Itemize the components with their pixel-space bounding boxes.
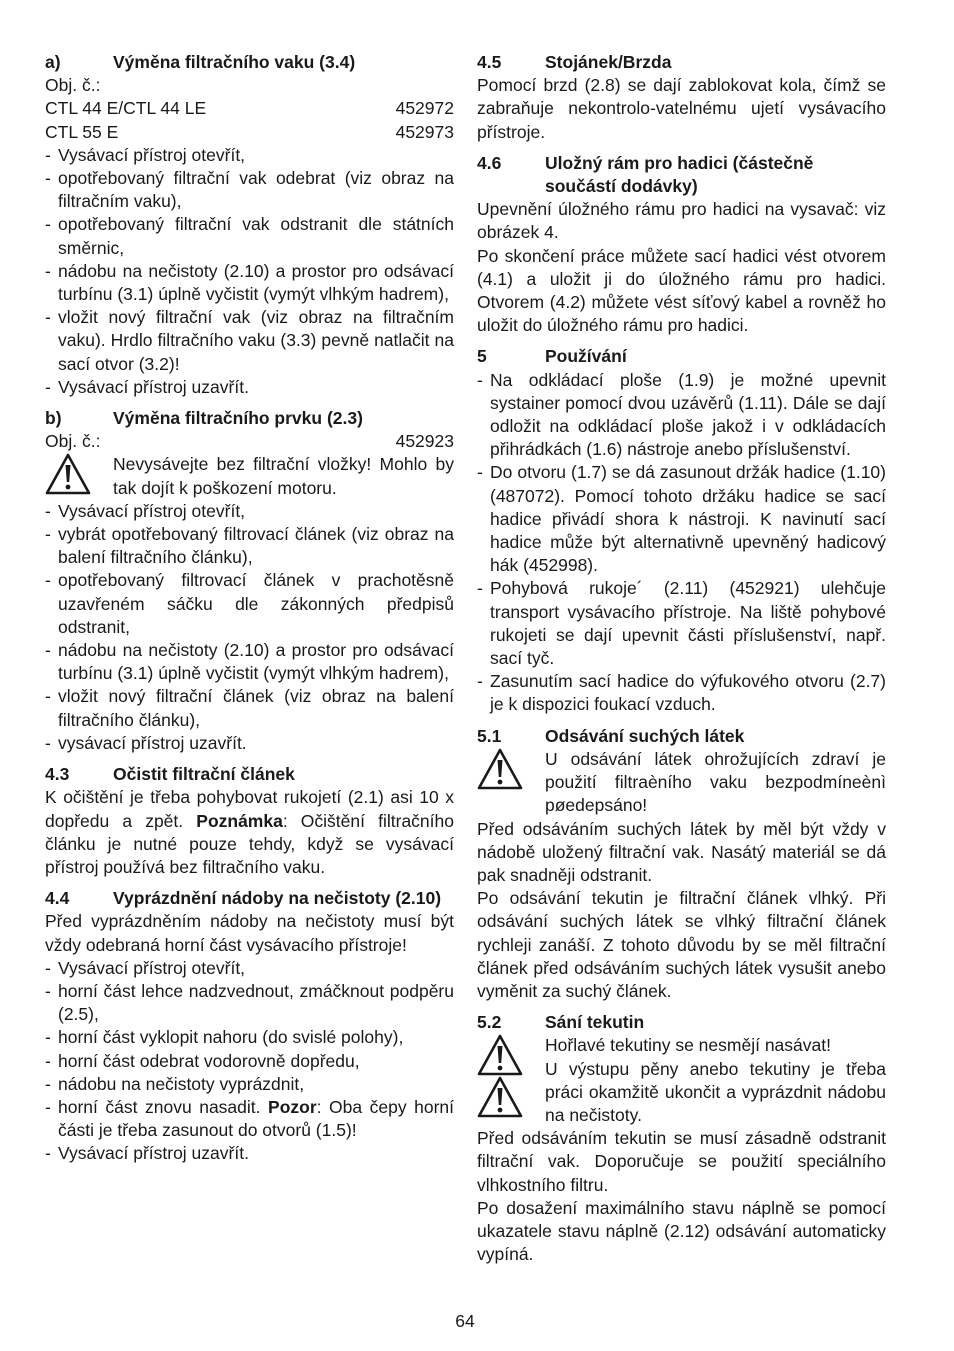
- section-4-6-heading: [477, 152, 886, 198]
- section-number: 4.6: [477, 152, 502, 173]
- order-code: 452972: [395, 98, 454, 119]
- section-number: 5.1: [477, 725, 502, 746]
- section-number: a): [45, 52, 61, 72]
- list-item: - vložit nový filtrační článek (viz obraz na balení filtračního článku),: [45, 685, 454, 731]
- list-item: - opotřebovaný filtrovací článek v prachotěsně uzavřeném sáčku dle zákonných předpisů odstranit,: [45, 569, 454, 639]
- list-item: - Na odkládací ploše (1.9) je možné upevnit systainer pomocí dvou uzávěrů (1.11). Dále se dají odložit na odkládací ploše jakož i v odkládacích přihrádkách (1.6) nástroje anebo příslušenství.: [477, 369, 886, 462]
- section-5-1-heading: [477, 725, 886, 748]
- order-row: [45, 97, 454, 120]
- warning-block: [477, 748, 886, 818]
- section-number: 5.2: [477, 1012, 502, 1033]
- section-b-heading: [45, 407, 454, 430]
- list-item: - vybrát opotřebovaný filtrovací článek (viz obraz na balení filtračního článku),: [45, 523, 454, 569]
- list-item: - Zasunutím sací hadice do výfukového otvoru (2.7) je k dispozici foukací vzduch.: [477, 670, 886, 716]
- text-run: : Očištění filtračního článku je nutné pouze tehdy, když se vysávací přístroj používá bez filtračního vaku.: [45, 810, 454, 877]
- section-4-4-intro: Před vyprázdněním nádoby na nečistoty musí být vždy odebraná horní část vysávacího přístroje!: [45, 911, 454, 955]
- text-run: horní část znovu nasadit.: [58, 1096, 269, 1117]
- list-item: - opotřebovaný filtrační vak odebrat (viz obraz na filtračním vaku),: [45, 167, 454, 213]
- section-title: Používání: [545, 346, 627, 367]
- section-title: Výměna filtračního vaku (3.4): [113, 52, 356, 72]
- paragraph: Po dosažení maximálního stavu náplně se pomocí ukazatele stavu náplně (2.12) odsávání automaticky vypíná.: [477, 1197, 886, 1265]
- order-number-label: Obj. č.:: [45, 75, 101, 96]
- section-4-4-steps: [45, 957, 454, 1166]
- warning-text: U odsávání látek ohrožujících zdraví je použití filtraèního vaku bezpodmíneènì pøedepsáno!: [545, 748, 886, 816]
- section-number: 5: [477, 346, 487, 367]
- warning-text-group: [545, 1034, 886, 1127]
- section-number: 4.3: [45, 764, 70, 785]
- section-5-heading: [477, 345, 886, 368]
- list-item: - Pohybová rukoje´ (2.11) (452921) ulehčuje transport vysávacího přístroje. Na liště pohybové rukojeti se dají upevnit části příslušenství, např. sací tyč.: [477, 577, 886, 670]
- section-4-5-heading: [477, 51, 886, 74]
- list-item: - horní část odebrat vodorovně dopředu,: [45, 1050, 454, 1073]
- warning-triangle-icon: [477, 748, 545, 790]
- list-item: - horní část vyklopit nahoru (do svislé polohy),: [45, 1026, 454, 1049]
- model-name: CTL 44 E/CTL 44 LE: [45, 98, 207, 119]
- text-run: : Oba čepy horní části je třeba zasunout do otvorů (1.5)!: [58, 1096, 454, 1141]
- section-4-3-heading: [45, 763, 454, 786]
- paragraph: Upevnění úložného rámu pro hadici na vysavač: viz obrázek 4.: [477, 199, 886, 243]
- section-a-heading: [45, 51, 454, 74]
- paragraph: Před odsáváním tekutin se musí zásadně odstranit filtrační vak. Doporučuje se použití speciálního vlhkostního filtru.: [477, 1128, 886, 1195]
- right-column: [477, 51, 886, 1266]
- text-run: K očištění je třeba pohybovat rukojetí (2.1) asi 10 x dopředu a zpět.: [45, 787, 454, 831]
- order-number-label: Obj. č.:: [45, 431, 101, 452]
- section-title: Odsávání suchých látek: [545, 725, 745, 746]
- warning-text: Hořlavé tekutiny se nesmějí nasávat!: [545, 1035, 831, 1056]
- list-item: - vysávací přístroj uzavřít.: [45, 732, 454, 755]
- list-item: - nádobu na nečistoty (2.10) a prostor pro odsávací turbínu (3.1) úplně vyčistit (vymýt vlhkým hadrem),: [45, 260, 454, 306]
- list-item: [45, 1096, 454, 1142]
- section-number: 4.5: [477, 52, 502, 72]
- order-code: 452923: [395, 431, 454, 452]
- section-title: Stojánek/Brzda: [545, 52, 672, 72]
- list-item: - Vysávací přístroj otevřít,: [45, 144, 454, 167]
- list-item: - vložit nový filtrační vak (viz obraz na filtračním vaku). Hrdlo filtračního vaku (3.3) pevně natlačit na sací otvor (3.2)!: [45, 306, 454, 376]
- section-title: Sání tekutin: [545, 1012, 645, 1033]
- order-row: [45, 121, 454, 144]
- paragraph: Po skončení práce můžete sací hadici vést otvorem (4.1) a uložit ji do úložného rámu pro hadici. Otvorem (4.2) můžete vést síťový kabel a rovněž ho uložit do úložného rámu pro hadici.: [477, 245, 886, 336]
- order-code: 452973: [395, 121, 454, 142]
- list-item: - nádobu na nečistoty (2.10) a prostor pro odsávací turbínu (3.1) úplně vyčistit (vymýt vlhkým hadrem),: [45, 639, 454, 685]
- list-item: - Vysávací přístroj otevřít,: [45, 500, 454, 523]
- double-warning-triangle-icon: [477, 1034, 545, 1120]
- paragraph: Po odsávání tekutin je filtrační článek vlhký. Při odsávání suchých látek se vlhký filtrační článek rychleji zanáší. Z tohoto důvodu by se měl filtrační článek před odsáváním suchých látek vysušit anebo vyměnit za suchý článek.: [477, 888, 886, 1001]
- section-4-4-heading: [45, 887, 454, 910]
- list-item: - Vysávací přístroj uzavřít.: [45, 1142, 454, 1165]
- section-number: 4.4: [45, 888, 70, 909]
- list-item: - Vysávací přístroj otevřít,: [45, 957, 454, 980]
- order-row: [45, 430, 454, 453]
- page-number: 64: [455, 1311, 475, 1331]
- section-title: Očistit filtrační článek: [113, 764, 295, 785]
- list-item: - opotřebovaný filtrační vak odstranit dle státních směrnic,: [45, 213, 454, 259]
- note-label: Poznámka: [196, 810, 283, 831]
- list-item: - horní část lehce nadzvednout, zmáčknout podpěru (2.5),: [45, 980, 454, 1026]
- section-a-steps: [45, 144, 454, 399]
- warning-block: [45, 453, 454, 499]
- section-number: b): [45, 408, 62, 429]
- warning-block: [477, 1034, 886, 1127]
- section-4-5-text: Pomocí brzd (2.8) se dají zablokovat kola, čímž se zabraňuje nekontrolo-vatelnému ujetí vysávacího přístroje.: [477, 75, 886, 142]
- section-title: Vyprázdnění nádoby na nečistoty (2.10): [113, 888, 442, 909]
- warning-triangle-icon: [45, 453, 113, 495]
- list-item: - nádobu na nečistoty vyprázdnit,: [45, 1073, 454, 1096]
- warning-text: Nevysávejte bez filtrační vložky! Mohlo by tak dojít k poškození motoru.: [113, 454, 454, 498]
- paragraph: Před odsáváním suchých látek by měl být vždy v nádobě uložený filtrační vak. Nasátý materiál se dá pak snadněji odstranit.: [477, 818, 886, 885]
- list-item: - Do otvoru (1.7) se dá zasunout držák hadice (1.10) (487072). Pomocí tohoto držáku hadice se sací hadice přivádí shora k nástroji. K navinutí sací hadice může být alternativně upevněný hadicový hák (452998).: [477, 461, 886, 577]
- list-item: - Vysávací přístroj uzavřít.: [45, 376, 454, 399]
- section-b-steps: [45, 500, 454, 755]
- section-5-list: [477, 369, 886, 717]
- section-5-2-heading: [477, 1011, 886, 1034]
- section-title: Uložný rám pro hadici (částečně součástí dodávky): [545, 152, 814, 197]
- section-title: Výměna filtračního prvku (2.3): [113, 408, 363, 429]
- caution-label: Pozor: [268, 1096, 317, 1117]
- left-column: [45, 51, 454, 1166]
- warning-text: U výstupu pěny anebo tekutiny je třeba práci okamžitě ukončit a vyprázdnit nádobu na nečistoty.: [545, 1058, 886, 1125]
- section-4-3-text: [45, 786, 454, 879]
- model-name: CTL 55 E: [45, 121, 119, 142]
